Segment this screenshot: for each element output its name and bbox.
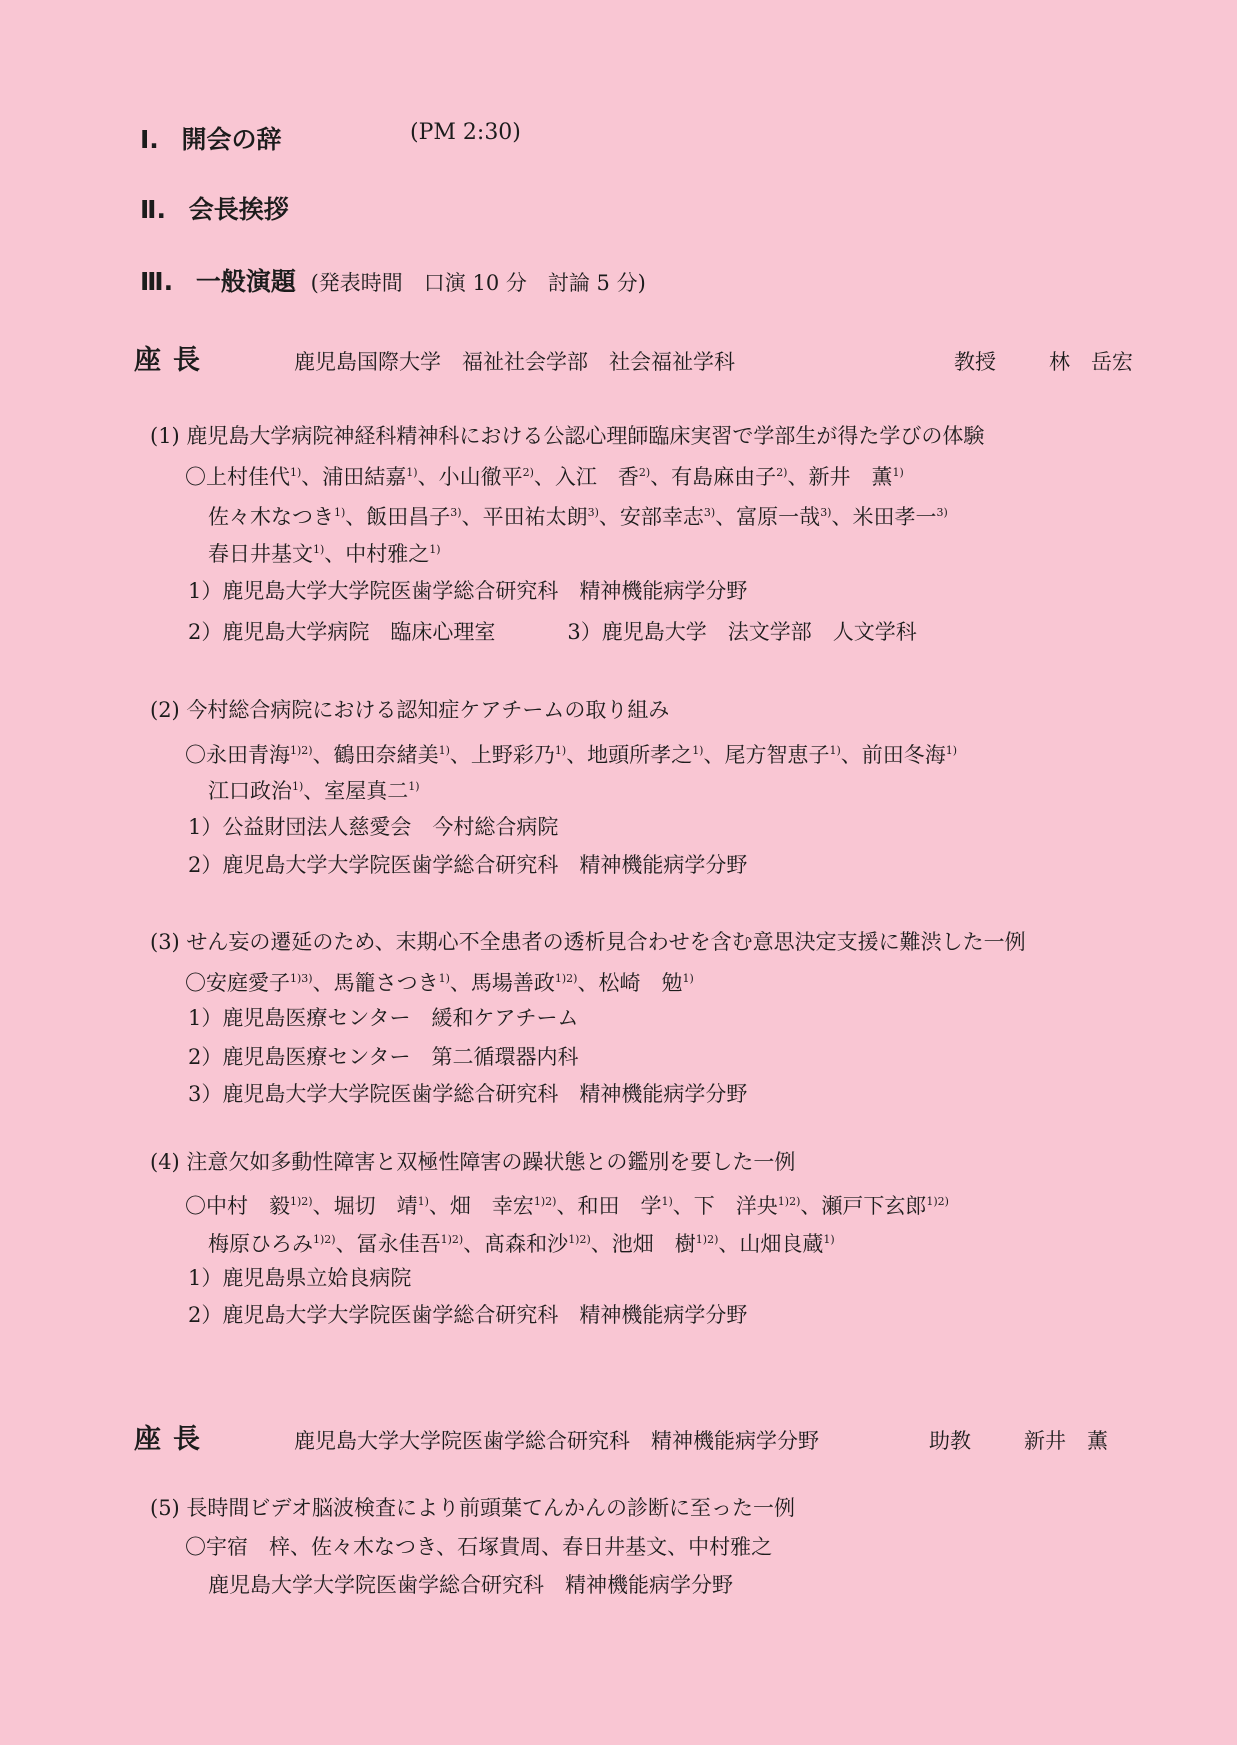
author: 、瀬戸下玄郎$^{1)2)}$ [800,1194,949,1218]
author: 、入江 香$^{2)}$ [533,465,651,489]
presentation-2-affiliation-1: 1）公益財団法人慈愛会 今村総合病院 [188,815,559,839]
author: 〇安庭愛子$^{1)3)}$ [185,971,313,995]
author: 、飯田昌子$^{3)}$ [345,505,462,529]
presentation-1-title: (1) 鹿児島大学病院神経科精神科における公認心理師臨床実習で学部生が得た学びの体験 [150,424,985,448]
chair-name: 新井 薫 [1024,1429,1108,1453]
presentation-3-affiliation-3: 3）鹿児島大学大学院医歯学総合研究科 精神機能病学分野 [188,1082,748,1106]
author: 、下 洋央$^{1)2)}$ [672,1194,801,1218]
author: 、山畑良蔵$^{1)}$ [718,1232,835,1256]
presentation-2-title: (2) 今村総合病院における認知症ケアチームの取り組み [150,698,670,722]
presentation-3-authors [185,964,694,998]
presentation-4-affiliation-1: 1）鹿児島県立姶良病院 [188,1266,412,1290]
section-number: Ⅰ. [140,125,159,154]
author: 、池畑 樹$^{1)2)}$ [590,1232,719,1256]
author: 、冨永佳吾$^{1)2)}$ [335,1232,464,1256]
presentation-5-affiliation: 鹿児島大学大学院医歯学総合研究科 精神機能病学分野 [208,1573,733,1597]
chair-1 [134,338,1133,377]
author: 、松崎 勉$^{1)}$ [577,971,694,995]
author: 、馬場善政$^{1)2)}$ [449,971,578,995]
author: 、和田 学$^{1)}$ [556,1194,673,1218]
presentation-1-authors-line-1 [185,458,904,492]
author: 、上野彩乃$^{1)}$ [449,743,567,767]
author: 〇中村 毅$^{1)2)}$ [185,1194,313,1218]
author: 、前田冬海$^{1)}$ [840,743,958,767]
author: 佐々木なつき$^{1)}$ [208,505,346,529]
author: 、尾方智恵子$^{1)}$ [703,743,841,767]
author: 江口政治$^{1)}$ [208,779,304,803]
author: 、新井 薫$^{1)}$ [787,465,904,489]
author: 春日井基文$^{1)}$ [208,542,325,566]
presentation-5-title: (5) 長時間ビデオ脳波検査により前頭葉てんかんの診断に至った一例 [150,1496,795,1520]
author: 、平田祐太朗$^{3)}$ [461,505,599,529]
chair-name: 林 岳宏 [1049,350,1133,374]
chair-label: 座長 [134,345,212,376]
opening-time: (PM 2:30) [410,120,521,145]
presentation-2-affiliation-2: 2）鹿児島大学大学院医歯学総合研究科 精神機能病学分野 [188,853,748,877]
author: 、米田孝一$^{3)}$ [831,505,948,529]
section-number: Ⅲ. [140,267,174,296]
presentation-3-affiliation-1: 1）鹿児島医療センター 緩和ケアチーム [188,1006,579,1030]
presentation-3-title: (3) せん妄の遷延のため、末期心不全患者の透析見合わせを含む意思決定支援に難渋した一例 [150,930,1026,954]
presentation-1-affiliation-1: 1）鹿児島大学大学院医歯学総合研究科 精神機能病学分野 [188,579,748,603]
author: 、安部幸志$^{3)}$ [598,505,716,529]
presentation-2-authors-line-2 [208,772,420,806]
chair-position: 教授 [954,350,996,374]
section-presentations [140,262,646,298]
affiliation: 2）鹿児島大学病院 臨床心理室 [188,620,496,644]
presentation-5-authors: 〇宇宿 梓、佐々木なつき、石塚貴周、春日井基文、中村雅之 [185,1535,773,1559]
presentation-4-title: (4) 注意欠如多動性障害と双極性障害の躁状態との鑑別を要した一例 [150,1150,796,1174]
section-opening [140,120,521,156]
section-greeting [140,190,289,226]
affiliation: 3）鹿児島大学 法文学部 人文学科 [567,620,917,644]
author: 、堀切 靖$^{1)}$ [312,1194,429,1218]
presentation-3-affiliation-2: 2）鹿児島医療センター 第二循環器内科 [188,1045,579,1069]
author: 、小山徹平$^{2)}$ [417,465,534,489]
presentation-1-authors-line-3 [208,535,441,569]
chair-position: 助教 [929,1429,971,1453]
chair-affiliation: 鹿児島大学大学院医歯学総合研究科 精神機能病学分野 [294,1429,819,1453]
author: 、鶴田奈緒美$^{1)}$ [312,743,450,767]
author: 、地頭所孝之$^{1)}$ [566,743,704,767]
author: 、浦田結嘉$^{1)}$ [301,465,418,489]
author: 梅原ひろみ$^{1)2)}$ [208,1232,336,1256]
author: 、馬籠さつき$^{1)}$ [312,971,450,995]
author: 、室屋真二$^{1)}$ [303,779,420,803]
author: 、富原一哉$^{3)}$ [715,505,832,529]
author: 〇上村佳代$^{1)}$ [185,465,302,489]
presentation-4-authors-line-1 [185,1187,949,1221]
section-note: (発表時間 口演 10 分 討論 5 分) [310,271,646,295]
author: 、中村雅之$^{1)}$ [324,542,441,566]
section-number: Ⅱ. [140,195,166,224]
author: 、有島麻由子$^{2)}$ [650,465,788,489]
author: 、髙森和沙$^{1)2)}$ [463,1232,591,1256]
section-title: 会長挨拶 [188,195,289,224]
section-title: 開会の辞 [181,125,282,154]
presentation-2-authors-line-1 [185,736,957,770]
chair-label: 座長 [134,1424,212,1455]
section-title: 一般演題 [195,267,296,296]
presentation-1-affiliation-2 [188,617,917,647]
presentation-4-affiliation-2: 2）鹿児島大学大学院医歯学総合研究科 精神機能病学分野 [188,1303,748,1327]
chair-2 [134,1417,1108,1456]
chair-affiliation: 鹿児島国際大学 福祉社会学部 社会福祉学科 [294,350,735,374]
author: 〇永田青海$^{1)2)}$ [185,743,313,767]
presentation-1-authors-line-2 [208,498,948,532]
author: 、畑 幸宏$^{1)2)}$ [428,1194,557,1218]
presentation-4-authors-line-2 [208,1225,835,1259]
